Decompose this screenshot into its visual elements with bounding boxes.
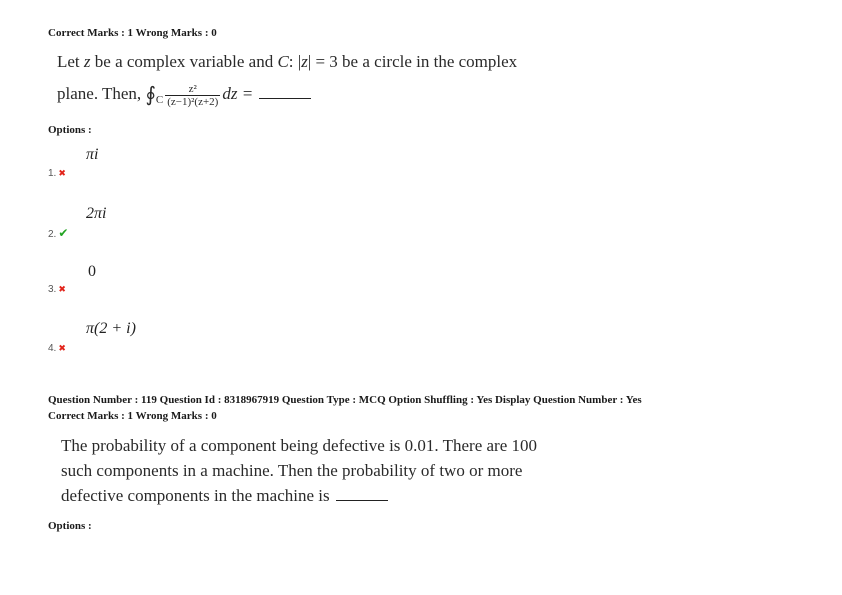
q2-text-line3: defective components in the machine is bbox=[61, 484, 388, 508]
q2-text-line1: The probability of a component being defective is 0.01. There are 100 bbox=[61, 436, 537, 455]
contour-integral-symbol: ∮ bbox=[145, 84, 156, 107]
wrong-mark-icon: ✖ bbox=[58, 284, 66, 294]
wrong-mark-icon: ✖ bbox=[58, 168, 66, 178]
q1-text-line1: Let z be a complex variable and C: |z| = 3 be a circle in the complex bbox=[57, 52, 518, 71]
integrand-fraction: $\frac{\text{z²}}{\text{(z−1)²(z+2)}}$ bbox=[167, 82, 219, 108]
correct-check-icon: ✔ bbox=[58, 226, 69, 240]
q1-options-label: Options : bbox=[48, 124, 92, 136]
q2-text-line2: such components in a machine. Then the probability of two or more bbox=[61, 461, 523, 480]
q2-options-label: Options : bbox=[48, 520, 92, 532]
answer-blank bbox=[259, 86, 311, 99]
option-4-value[interactable]: π(2 + i) bbox=[86, 320, 136, 337]
option-3-value[interactable]: 0 bbox=[88, 263, 96, 280]
option-1-value[interactable]: πi bbox=[86, 146, 99, 163]
option-1-number: 1. ✖ bbox=[48, 168, 66, 179]
answer-blank bbox=[336, 488, 388, 501]
option-2-number: 2. ✔ bbox=[48, 226, 69, 240]
option-3-number: 3. ✖ bbox=[48, 284, 66, 295]
q1-text-line2: plane. Then, $∮_C$ $\frac{\text{z²}}{\text{(z−1)²(z+2)}}$ dz = bbox=[57, 82, 311, 112]
wrong-mark-icon: ✖ bbox=[58, 343, 66, 353]
option-4-number: 4. ✖ bbox=[48, 343, 66, 354]
q2-header: Question Number : 119 Question Id : 8318967919 Question Type : MCQ Option Shuffling : Yes Display Question Number : Yes bbox=[48, 394, 642, 406]
q2-marks: Correct Marks : 1 Wrong Marks : 0 bbox=[48, 410, 217, 422]
q1-marks: Correct Marks : 1 Wrong Marks : 0 bbox=[48, 27, 217, 39]
option-2-value[interactable]: 2πi bbox=[86, 205, 107, 222]
